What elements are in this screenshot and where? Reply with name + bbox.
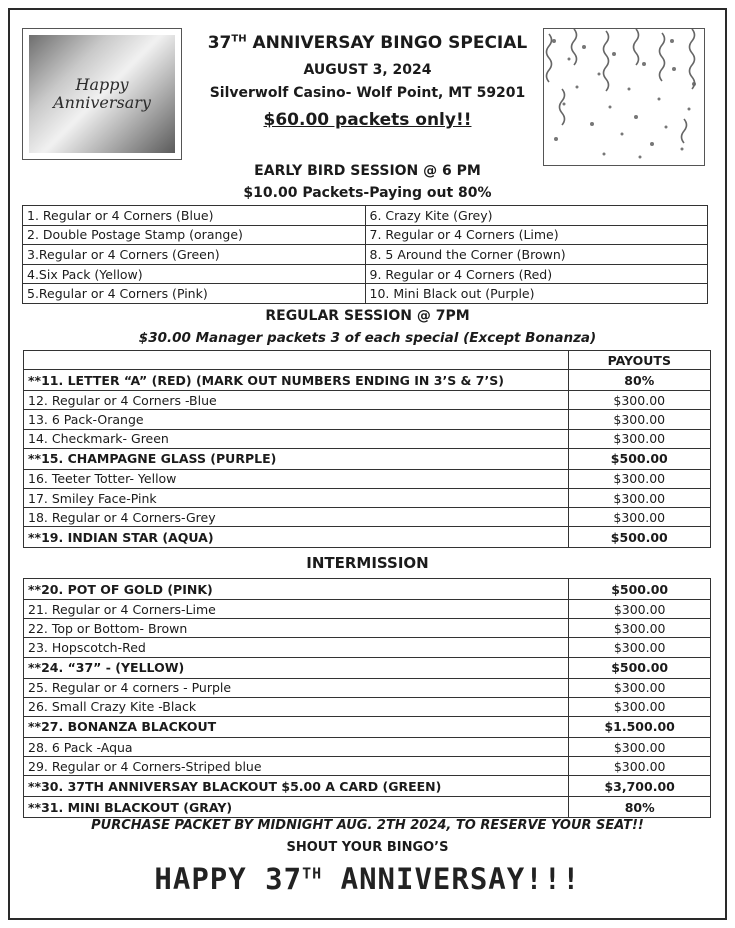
table-row	[24, 410, 711, 429]
table-row	[24, 657, 711, 678]
table-row	[24, 579, 711, 600]
game-name: 17. Smiley Face-Pink	[24, 488, 569, 507]
table-row	[23, 264, 708, 284]
payout-value: $300.00	[569, 737, 711, 756]
payout-value: $500.00	[569, 657, 711, 678]
confetti-graphic	[544, 29, 705, 166]
early-bird-game: 6. Crazy Kite (Grey)	[365, 206, 707, 226]
payout-value: $300.00	[568, 391, 710, 410]
table-row	[24, 600, 711, 619]
early-bird-subtitle: $10.00 Packets-Paying out 80%	[243, 185, 492, 201]
purchase-notice: PURCHASE PACKET BY MIDNIGHT AUG. 2TH 2024, TO RESERVE YOUR SEAT!!	[91, 818, 644, 833]
table-row	[24, 508, 711, 527]
payout-value: 80%	[569, 797, 711, 818]
table-row	[24, 488, 711, 507]
table-row	[24, 776, 711, 797]
game-column-header	[24, 351, 569, 370]
table-row	[23, 245, 708, 265]
game-name: 25. Regular or 4 corners - Purple	[24, 678, 569, 697]
regular-session-table	[23, 350, 711, 548]
early-bird-game: 3.Regular or 4 Corners (Green)	[23, 245, 366, 265]
game-name: **31. MINI BLACKOUT (GRAY)	[24, 797, 569, 818]
payout-value: 80%	[568, 370, 710, 391]
game-name: 18. Regular or 4 Corners-Grey	[24, 508, 569, 527]
table-header-row	[24, 351, 711, 370]
table-row	[24, 429, 711, 448]
payout-value: $500.00	[568, 448, 710, 469]
game-name: 23. Hopscotch-Red	[24, 638, 569, 657]
payout-value: $300.00	[569, 678, 711, 697]
regular-session-subtitle: $30.00 Manager packets 3 of each special (Except Bonanza)	[138, 330, 597, 346]
early-bird-game: 10. Mini Black out (Purple)	[365, 284, 707, 304]
payout-value: $300.00	[568, 410, 710, 429]
game-name: **19. INDIAN STAR (AQUA)	[24, 527, 569, 548]
early-bird-game: 5.Regular or 4 Corners (Pink)	[23, 284, 366, 304]
event-location: Silverwolf Casino- Wolf Point, MT 59201	[209, 85, 526, 101]
early-bird-game: 1. Regular or 4 Corners (Blue)	[23, 206, 366, 226]
payout-value: $300.00	[568, 429, 710, 448]
table-row	[24, 797, 711, 818]
logo-line1: Happy	[75, 75, 129, 94]
event-date: AUGUST 3, 2024	[303, 62, 432, 78]
game-name: **20. POT OF GOLD (PINK)	[24, 579, 569, 600]
game-name: 22. Top or Bottom- Brown	[24, 619, 569, 638]
table-row	[24, 757, 711, 776]
game-name: 26. Small Crazy Kite -Black	[24, 697, 569, 716]
logo-image	[29, 35, 175, 153]
early-bird-game: 7. Regular or 4 Corners (Lime)	[365, 225, 707, 245]
intermission-table	[23, 578, 711, 818]
early-bird-table	[22, 205, 708, 304]
game-name: **30. 37TH ANNIVERSAY BLACKOUT $5.00 A CARD (GREEN)	[24, 776, 569, 797]
intermission-title: INTERMISSION	[306, 554, 429, 572]
table-row	[24, 737, 711, 756]
table-row	[24, 619, 711, 638]
payout-value: $300.00	[568, 488, 710, 507]
payout-value: $300.00	[569, 757, 711, 776]
regular-session-title: REGULAR SESSION @ 7PM	[265, 308, 470, 324]
flyer-title: 37TH ANNIVERSAY BINGO SPECIAL	[207, 33, 528, 53]
game-name: **15. CHAMPAGNE GLASS (PURPLE)	[24, 448, 569, 469]
game-name: 13. 6 Pack-Orange	[24, 410, 569, 429]
table-row	[24, 527, 711, 548]
table-row	[24, 678, 711, 697]
game-name: 14. Checkmark- Green	[24, 429, 569, 448]
game-name: 21. Regular or 4 Corners-Lime	[24, 600, 569, 619]
table-row	[23, 206, 708, 226]
table-row	[24, 370, 711, 391]
payout-value: $300.00	[569, 697, 711, 716]
packet-price: $60.00 packets only!!	[263, 110, 472, 130]
table-row	[24, 391, 711, 410]
table-row	[24, 469, 711, 488]
payout-value: $300.00	[569, 600, 711, 619]
table-row	[24, 448, 711, 469]
payout-value: $3,700.00	[569, 776, 711, 797]
game-name: 28. 6 Pack -Aqua	[24, 737, 569, 756]
shout-bingo: SHOUT YOUR BINGO’S	[286, 840, 449, 855]
early-bird-game: 9. Regular or 4 Corners (Red)	[365, 264, 707, 284]
game-name: 16. Teeter Totter- Yellow	[24, 469, 569, 488]
table-row	[24, 638, 711, 657]
payout-value: $500.00	[568, 527, 710, 548]
early-bird-game: 2. Double Postage Stamp (orange)	[23, 225, 366, 245]
table-row	[24, 716, 711, 737]
early-bird-game: 4.Six Pack (Yellow)	[23, 264, 366, 284]
happy-anniversary-logo	[22, 28, 182, 160]
table-row	[24, 697, 711, 716]
payout-value: $300.00	[568, 469, 710, 488]
table-row	[23, 284, 708, 304]
payout-value: $300.00	[568, 508, 710, 527]
payout-value: $300.00	[569, 619, 711, 638]
payouts-header: PAYOUTS	[568, 351, 710, 370]
happy-anniversary-banner: HAPPY 37TH ANNIVERSAY!!!	[154, 862, 581, 896]
game-name: **27. BONANZA BLACKOUT	[24, 716, 569, 737]
table-row	[23, 225, 708, 245]
game-name: 29. Regular or 4 Corners-Striped blue	[24, 757, 569, 776]
logo-line2: Anniversary	[53, 93, 151, 112]
early-bird-title: EARLY BIRD SESSION @ 6 PM	[254, 163, 481, 179]
game-name: 12. Regular or 4 Corners -Blue	[24, 391, 569, 410]
early-bird-game: 8. 5 Around the Corner (Brown)	[365, 245, 707, 265]
game-name: **24. “37” - (YELLOW)	[24, 657, 569, 678]
confetti-image	[543, 28, 705, 166]
payout-value: $1.500.00	[569, 716, 711, 737]
game-name: **11. LETTER “A” (RED) (MARK OUT NUMBERS ENDING IN 3’S & 7’S)	[24, 370, 569, 391]
payout-value: $300.00	[569, 638, 711, 657]
payout-value: $500.00	[569, 579, 711, 600]
